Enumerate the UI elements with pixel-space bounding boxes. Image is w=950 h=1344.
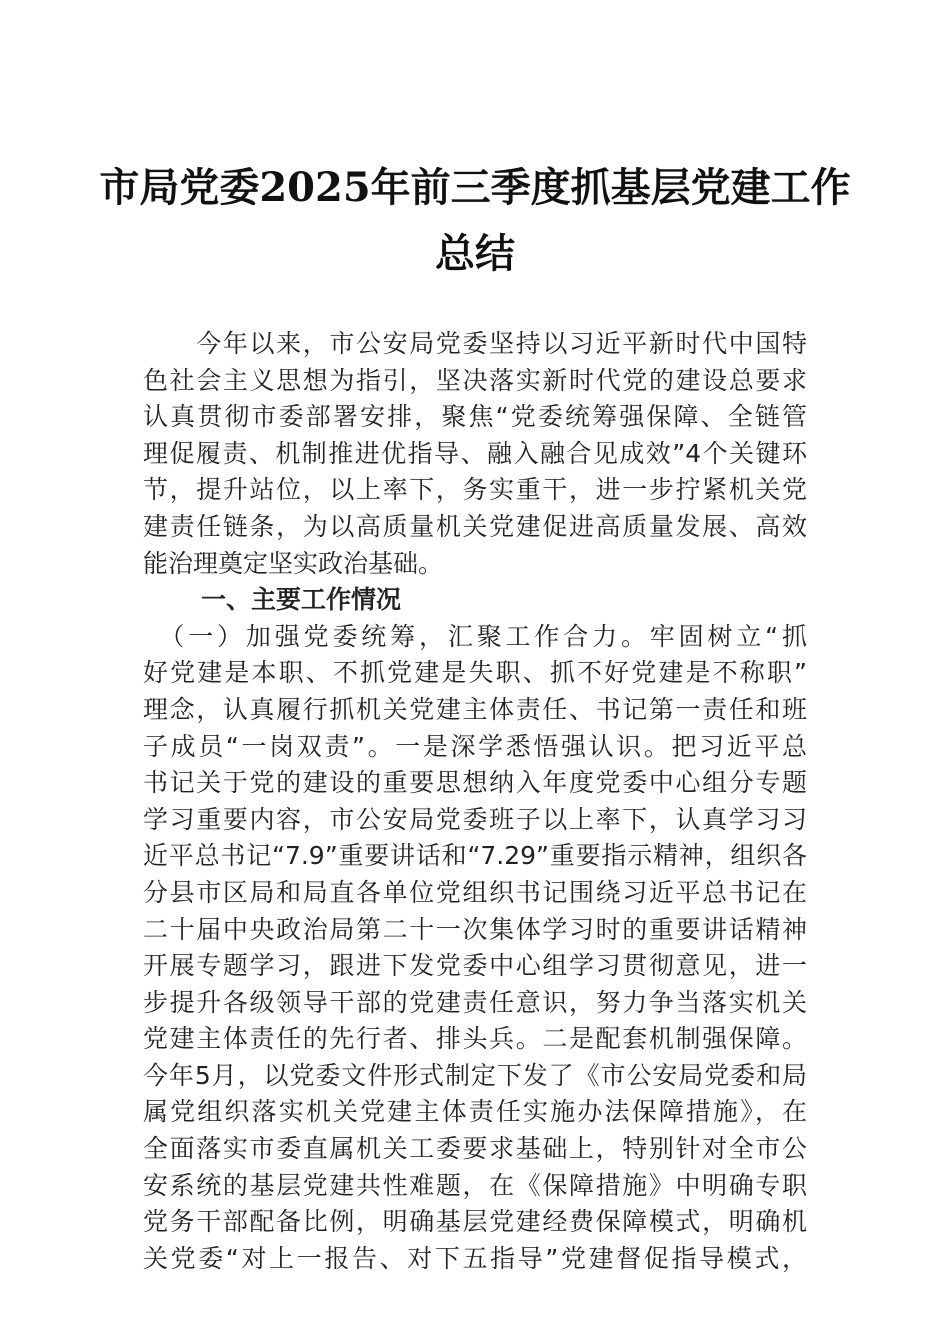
document-title-line-2: 总结 [435, 230, 515, 277]
body-line: 属党组织落实机关党建主体责任实施办法保障措施》，在 [143, 1097, 807, 1127]
body-line: 理促履责、机制推进优指导、融入融合见成效”4个关键环 [143, 438, 807, 468]
body-line: 今年以来，市公安局党委坚持以习近平新时代中国特 [143, 329, 807, 358]
body-line: 安系统的基层党建共性难题，在《保障措施》中明确专职 [143, 1170, 807, 1200]
body-line: 近平总书记“7.9”重要讲话和“7.29”重要指示精神，组织各 [143, 841, 807, 871]
body-line: 开展专题学习，跟进下发党委中心组学习贯彻意见，进一 [143, 951, 807, 981]
body-line: 全面落实市委直属机关工委要求基础上，特别针对全市公 [143, 1134, 807, 1164]
section-heading: 一、主要工作情况 [201, 585, 402, 615]
body-line: 二十届中央政治局第二十一次集体学习时的重要讲话精神 [143, 914, 807, 944]
body-line: 能治理奠定坚实政治基础。 [143, 548, 444, 578]
body-line: 节，提升站位，以上率下，务实重干，进一步拧紧机关党 [143, 475, 807, 505]
body-line: 好党建是本职、不抓党建是失职、抓不好党建是不称职” [143, 658, 807, 688]
body-line: 党建主体责任的先行者、排头兵。二是配套机制强保障。 [143, 1024, 807, 1054]
body-line: 今年5月，以党委文件形式制定下发了《市公安局党委和局 [143, 1060, 807, 1090]
body-line: 书记关于党的建设的重要思想纳入年度党委中心组分专题 [143, 768, 807, 798]
body-line: （一）加强党委统筹，汇聚工作合力。牢固树立“抓 [143, 621, 807, 651]
body-line: 分县市区局和局直各单位党组织书记围绕习近平总书记在 [143, 877, 807, 907]
document-title-line-1: 市局党委2025年前三季度抓基层党建工作 [99, 164, 851, 211]
document-body [143, 326, 807, 1277]
body-line: 关党委“对上一报告、对下五指导”党建督促指导模式， [143, 1243, 807, 1273]
body-line: 子成员“一岗双责”。一是深学悉悟强认识。把习近平总 [143, 731, 807, 761]
body-line: 色社会主义思想为指引，坚决落实新时代党的建设总要求 [143, 365, 807, 395]
body-line: 认真贯彻市委部署安排，聚焦“党委统筹强保障、全链管 [143, 402, 807, 432]
body-line: 理念，认真履行抓机关党建主体责任、书记第一责任和班 [143, 694, 807, 724]
body-line: 建责任链条，为以高质量机关党建促进高质量发展、高效 [143, 511, 807, 541]
body-line: 党务干部配备比例，明确基层党建经费保障模式，明确机 [143, 1207, 807, 1237]
body-line: 步提升各级领导干部的党建责任意识，努力争当落实机关 [143, 987, 807, 1017]
body-line: 学习重要内容，市公安局党委班子以上率下，认真学习习 [143, 804, 807, 834]
